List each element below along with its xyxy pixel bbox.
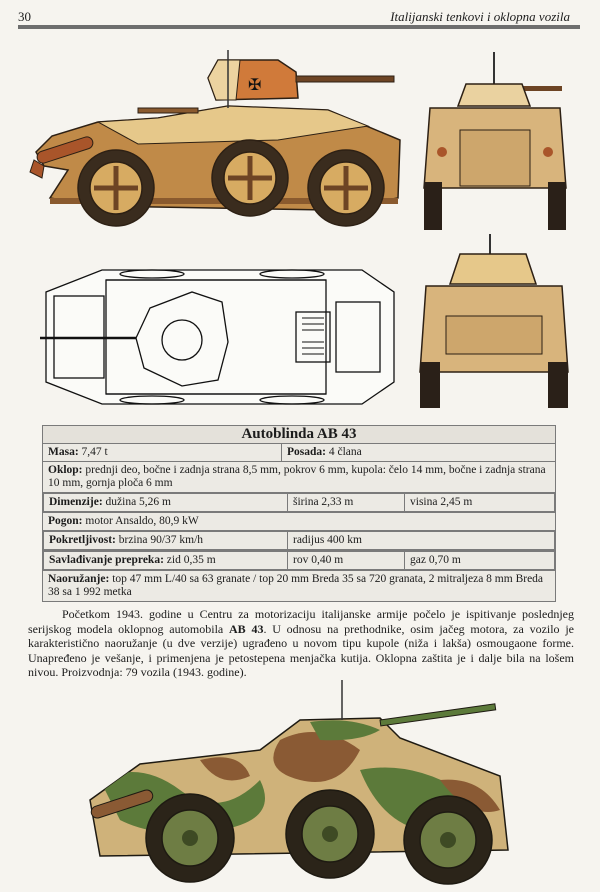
- armor-value: prednji deo, bočne i zadnja strana 8,5 mm, pokrov 6 mm, kupola: čelo 14 mm, bočne i zadnja strana 10 mm, gornja ploča 6 mm: [48, 464, 546, 489]
- propulsion-cell: [43, 513, 556, 531]
- armament-value: top 47 mm L/40 sa 63 granate / top 20 mm Breda 35 sa 720 granata, 2 mitraljeza 8 mm Breda 38 sa 1 992 metka: [48, 573, 544, 598]
- mass-label: Masa:: [48, 446, 79, 458]
- width-value: širina 2,33 m: [288, 494, 405, 512]
- crew-label: Posada:: [287, 446, 326, 458]
- armament-cell: [43, 571, 556, 602]
- range-value: radijus 400 km: [288, 532, 555, 550]
- side-view-desert-illustration: [28, 48, 408, 230]
- mass-value: 7,47 t: [78, 446, 108, 458]
- dimensions-label: Dimenzije:: [49, 496, 103, 508]
- header-rule: [18, 25, 580, 29]
- body-text-1: Početkom 1943. godine u Centru za motorizaciju italijanske armije počelo je ispitivanje poslednjeg serijskog modela oklopnog automobila: [28, 607, 574, 636]
- ditch-value: rov 0,40 m: [288, 552, 405, 570]
- propulsion-value: motor Ansaldo, 80,9 kW: [82, 515, 199, 527]
- mobility-speed: [44, 532, 288, 550]
- side-view-camouflage-illustration: [80, 680, 520, 892]
- body-model-name: AB 43: [229, 621, 264, 636]
- armament-label: Naoružanje:: [48, 573, 110, 585]
- spec-table: [42, 425, 556, 602]
- speed-value: brzina 90/37 km/h: [115, 534, 204, 546]
- body-paragraph: [28, 607, 574, 680]
- crew-value: 4 člana: [325, 446, 362, 458]
- ford-value: gaz 0,70 m: [405, 552, 555, 570]
- wall-value: zid 0,35 m: [163, 554, 216, 566]
- spec-title: Autoblinda AB 43: [43, 426, 556, 444]
- mobility-label: Pokretljivost:: [49, 534, 116, 546]
- propulsion-label: Pogon:: [48, 515, 83, 527]
- dimensions-length: [44, 494, 288, 512]
- obstacle-label: Savlađivanje prepreka:: [49, 554, 164, 566]
- body-text-2: . U odnosu na prethodnike, osim jačeg motora, za vozilo je karakteristično naoružanje (u dve verzije) ugrađeno u novom tipu kupole (niža i lakša) osmougaone forme. Unapređeno je vešanje, i primenjena je petostepena menjačka kutija. Oklopna zaštita je i dalje bila na lošem nivou. Proizvodnja: 79 vozila (1943. godine).: [28, 621, 574, 680]
- top-view-line-drawing: [32, 262, 404, 412]
- running-header: [18, 6, 582, 26]
- crew-cell: [282, 444, 556, 462]
- obstacle-wall: [44, 552, 288, 570]
- running-title: Italijanski tenkovi i oklopna vozila: [390, 9, 570, 24]
- rear-view-desert-illustration: [414, 232, 574, 410]
- armor-label: Oklop:: [48, 464, 83, 476]
- page-number: 30: [18, 9, 31, 24]
- mass-cell: [43, 444, 282, 462]
- height-value: visina 2,45 m: [405, 494, 555, 512]
- length-value: dužina 5,26 m: [102, 496, 172, 508]
- cross-marking: ✠: [248, 77, 262, 94]
- armor-cell: [43, 462, 556, 493]
- front-view-desert-illustration: [416, 48, 574, 230]
